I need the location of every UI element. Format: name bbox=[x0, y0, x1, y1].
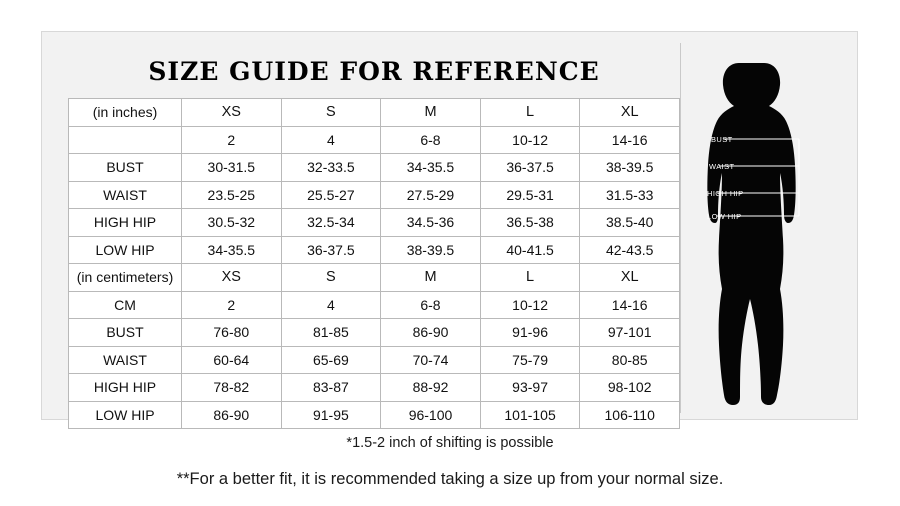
table-cell: 4 bbox=[281, 126, 381, 154]
table-cell: XS bbox=[182, 264, 282, 292]
table-cell: 2 bbox=[182, 291, 282, 319]
table-row bbox=[69, 319, 680, 347]
table-cell: 30.5-32 bbox=[182, 209, 282, 237]
row-label: HIGH HIP bbox=[69, 374, 182, 402]
table-cell: 83-87 bbox=[281, 374, 381, 402]
row-label: LOW HIP bbox=[69, 236, 182, 264]
table-cell: 93-97 bbox=[480, 374, 580, 402]
table-cell: 38-39.5 bbox=[580, 154, 680, 182]
table-cell: 42-43.5 bbox=[580, 236, 680, 264]
table-row bbox=[69, 209, 680, 237]
table-row bbox=[69, 264, 680, 292]
table-cell: 65-69 bbox=[281, 346, 381, 374]
table-row bbox=[69, 154, 680, 182]
table-cell: 32.5-34 bbox=[281, 209, 381, 237]
note-better-fit: **For a better fit, it is recommended taking a size up from your normal size. bbox=[176, 470, 724, 488]
table-cell: 80-85 bbox=[580, 346, 680, 374]
table-row bbox=[69, 236, 680, 264]
page-title: SIZE GUIDE FOR REFERENCE bbox=[148, 57, 600, 86]
table-cell: M bbox=[381, 99, 481, 127]
row-label: LOW HIP bbox=[69, 401, 182, 429]
table-row bbox=[69, 126, 680, 154]
table-cell: 101-105 bbox=[480, 401, 580, 429]
table-row bbox=[69, 374, 680, 402]
table-cell: 30-31.5 bbox=[182, 154, 282, 182]
table-cell: 86-90 bbox=[182, 401, 282, 429]
table-cell: 91-96 bbox=[480, 319, 580, 347]
table-cell: 60-64 bbox=[182, 346, 282, 374]
table-cell: 6-8 bbox=[381, 291, 481, 319]
table-cell: L bbox=[480, 99, 580, 127]
row-label: CM bbox=[69, 291, 182, 319]
row-label bbox=[69, 126, 182, 154]
table-cell: 36-37.5 bbox=[480, 154, 580, 182]
table-cell: 76-80 bbox=[182, 319, 282, 347]
table-cell: 38-39.5 bbox=[381, 236, 481, 264]
table-cell: 98-102 bbox=[580, 374, 680, 402]
figure-label-waist: WAIST bbox=[709, 162, 735, 171]
table-cell: 29.5-31 bbox=[480, 181, 580, 209]
note-shifting: *1.5-2 inch of shifting is possible bbox=[346, 435, 554, 451]
card-inner bbox=[68, 43, 832, 423]
table-cell: 14-16 bbox=[580, 126, 680, 154]
table-cell: 25.5-27 bbox=[281, 181, 381, 209]
row-label: (in centimeters) bbox=[69, 264, 182, 292]
female-silhouette-icon bbox=[695, 53, 815, 413]
table-cell: 75-79 bbox=[480, 346, 580, 374]
table-cell: 32-33.5 bbox=[281, 154, 381, 182]
table-cell: 81-85 bbox=[281, 319, 381, 347]
table-cell: 34-35.5 bbox=[182, 236, 282, 264]
table-cell: 40-41.5 bbox=[480, 236, 580, 264]
table-cell: 31.5-33 bbox=[580, 181, 680, 209]
table-cell: 2 bbox=[182, 126, 282, 154]
row-label: BUST bbox=[69, 319, 182, 347]
table-cell: 10-12 bbox=[480, 126, 580, 154]
table-cell: XL bbox=[580, 264, 680, 292]
table-cell: 4 bbox=[281, 291, 381, 319]
table-cell: 23.5-25 bbox=[182, 181, 282, 209]
table-cell: 78-82 bbox=[182, 374, 282, 402]
table-cell: 88-92 bbox=[381, 374, 481, 402]
table-cell: 34.5-36 bbox=[381, 209, 481, 237]
table-cell: 106-110 bbox=[580, 401, 680, 429]
table-cell: M bbox=[381, 264, 481, 292]
row-label: WAIST bbox=[69, 346, 182, 374]
table-row bbox=[69, 99, 680, 127]
table-row bbox=[69, 346, 680, 374]
table-row bbox=[69, 291, 680, 319]
row-label: WAIST bbox=[69, 181, 182, 209]
table-cell: 96-100 bbox=[381, 401, 481, 429]
body-figure-area bbox=[680, 43, 832, 413]
table-cell: XS bbox=[182, 99, 282, 127]
table-cell: 70-74 bbox=[381, 346, 481, 374]
table-cell: 36.5-38 bbox=[480, 209, 580, 237]
table-row bbox=[69, 181, 680, 209]
table-cell: 38.5-40 bbox=[580, 209, 680, 237]
figure-label-high-hip: HIGH HIP bbox=[707, 189, 744, 198]
size-table bbox=[68, 98, 680, 429]
table-cell: 6-8 bbox=[381, 126, 481, 154]
table-cell: S bbox=[281, 264, 381, 292]
row-label: HIGH HIP bbox=[69, 209, 182, 237]
table-cell: 27.5-29 bbox=[381, 181, 481, 209]
table-cell: 10-12 bbox=[480, 291, 580, 319]
size-table-area bbox=[68, 43, 680, 423]
table-cell: 86-90 bbox=[381, 319, 481, 347]
table-cell: 34-35.5 bbox=[381, 154, 481, 182]
size-guide-card bbox=[41, 31, 858, 423]
row-label: BUST bbox=[69, 154, 182, 182]
figure-label-bust: BUST bbox=[711, 135, 733, 144]
figure-label-low-hip: LOW HIP bbox=[707, 212, 742, 221]
table-cell: 14-16 bbox=[580, 291, 680, 319]
table-cell: 91-95 bbox=[281, 401, 381, 429]
row-label: (in inches) bbox=[69, 99, 182, 127]
table-cell: 97-101 bbox=[580, 319, 680, 347]
table-cell: S bbox=[281, 99, 381, 127]
table-cell: 36-37.5 bbox=[281, 236, 381, 264]
table-cell: XL bbox=[580, 99, 680, 127]
table-row bbox=[69, 401, 680, 429]
table-cell: L bbox=[480, 264, 580, 292]
